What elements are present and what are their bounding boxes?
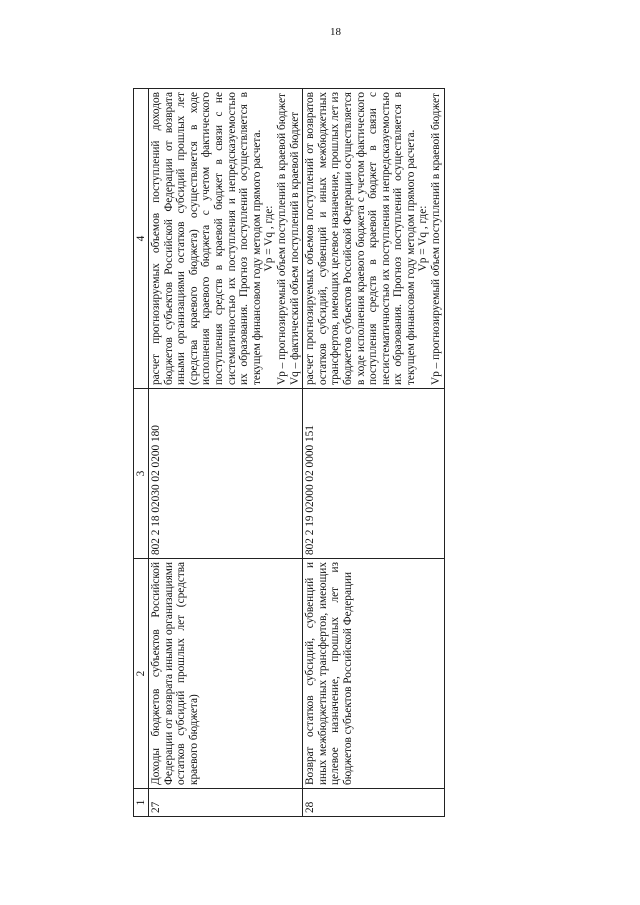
header-col-3: 3 (134, 389, 149, 559)
formula-definition: Vp – прогнозируемый объем поступлений в краевой бюджет (430, 93, 443, 385)
header-row (134, 89, 149, 817)
formula-definition: Vp – прогнозируемый объем поступлений в краевой бюджет (275, 93, 288, 385)
page-number: 18 (330, 26, 341, 38)
header-col-1: 1 (134, 789, 149, 817)
method-text: расчет прогнозируемых объемов поступлений доходов бюджетов субъектов Российской Федерации от возврата иными организациями остатков субсидий прошлых лет (средства краевого бюджета) осуществляется в ходе исполнения краевого бюджета с учетом фактического поступления средств в краевой бюджет в связи с не систематичностью их поступления и непредсказуемостью их образования. Прогноз поступлений осуществляется в текущем финансовом году методом прямого расчета. (150, 92, 263, 385)
header-col-2: 2 (134, 559, 149, 789)
formula-definition: Vq – фактический объем поступлений в краевой бюджет (288, 111, 301, 385)
method-text: расчет прогнозируемых объемов поступлений от возвратов остатков субсидий, субвенций и иных межбюджетных трансфертов, имеющих целевое назначение, прошлых лет из бюджетов субъектов Российской Федерации осуществляется в ходе исполнения краевого бюджета с учетом фактического поступления средств в краевой бюджет в связи с несистематичностью их поступления и непредсказуемостью их образования. Прогноз поступлений осуществляется в текущем финансовом году методом прямого расчета. (304, 92, 417, 385)
header-col-4: 4 (134, 89, 149, 389)
revenue-name: Возврат остатков субсидий, субвенций и иных межбюджетных трансфертов, имеющих целевое назначение, прошлых лет из бюджетов субъектов Российской Федерации (303, 559, 445, 789)
row-number: 27 (149, 789, 303, 817)
rotated-table-wrapper (133, 89, 443, 817)
revenue-name: Доходы бюджетов субъектов Российской Федерации от возврата иными организациями остатков субсидий прошлых лет (средства краевого бюджета) (149, 559, 303, 789)
formula: Vp = Vq , где: (417, 205, 430, 272)
table-row (303, 89, 445, 817)
calculation-method (303, 89, 445, 389)
calculation-method (149, 89, 303, 389)
budget-code: 802 2 18 02030 02 0200 180 (149, 389, 303, 559)
budget-code: 802 2 19 02000 02 0000 151 (303, 389, 445, 559)
table-row (149, 89, 303, 817)
formula: Vp = Vq , где: (263, 205, 276, 272)
revenue-forecast-table (133, 88, 445, 817)
row-number: 28 (303, 789, 445, 817)
